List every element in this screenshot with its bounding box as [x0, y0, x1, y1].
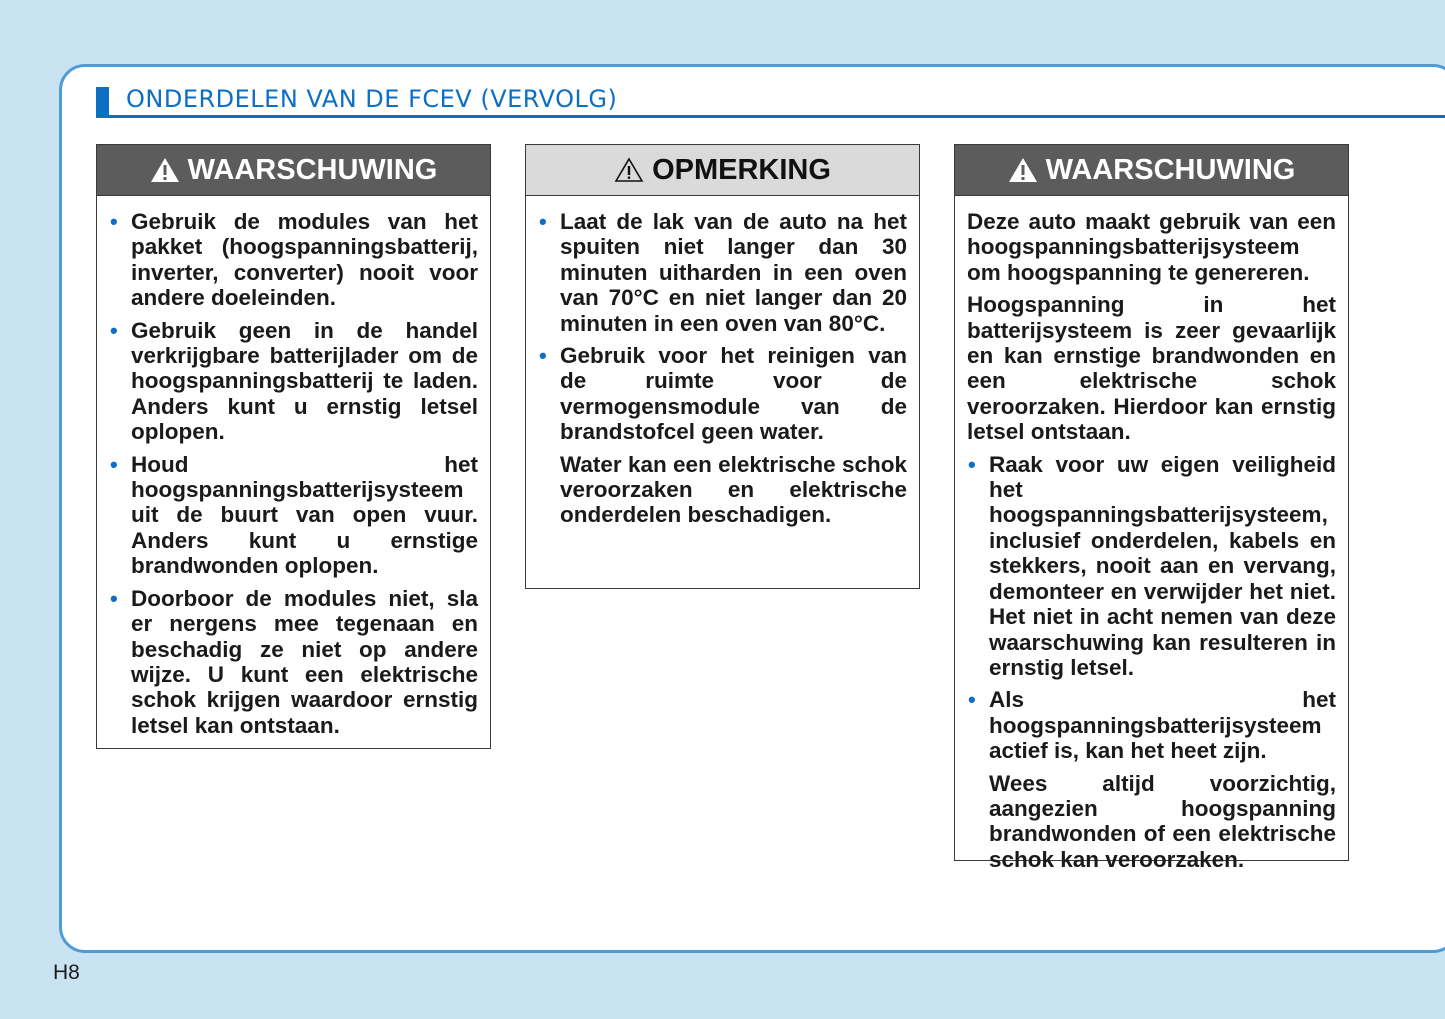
warning-title: WAARSCHUWING [1045, 153, 1296, 186]
notice-box-middle [525, 144, 920, 589]
warning-box-right [954, 144, 1349, 872]
warning-body [955, 196, 1348, 887]
list-item: • Houd het hoogspanningsbatterijsysteem uit de buurt van open vuur. Anders kunt u ernstige brandwonden oplopen. [109, 452, 478, 579]
warning-note: Wees altijd voorzichtig, aangezien hoogspanning brandwonden of een elektrische schok kan veroorzaken. [989, 770, 1336, 872]
list-item: • Laat de lak van de auto na het spuiten niet langer dan 30 minuten uitharden in een oven van 70°C en niet langer dan 20 minuten in een oven van 80°C. [538, 209, 907, 336]
notice-body [526, 196, 919, 543]
warning-title: WAARSCHUWING [187, 153, 438, 186]
notice-list [538, 209, 907, 445]
list-item: • Gebruik de modules van het pakket (hoogspanningsbatterij, inverter, converter) nooit voor andere doeleinden. [109, 209, 478, 311]
section-title: ONDERDELEN VAN DE FCEV (VERVOLG) [126, 85, 618, 113]
notice-header [526, 145, 919, 196]
warning-header [97, 145, 490, 196]
notice-title: OPMERKING [652, 153, 831, 186]
list-item: • Als het hoogspanningsbatterijsysteem actief is, kan het heet zijn. [967, 687, 1336, 763]
warning-intro: Deze auto maakt gebruik van een hoogspanningsbatterijsysteem om hoogspanning te genereren. [967, 209, 1336, 285]
list-item: • Gebruik voor het reinigen van de ruimte voor de vermogensmodule van de brandstofcel geen water. [538, 343, 907, 445]
list-item: • Raak voor uw eigen veiligheid het hoogspanningsbatterijsysteem, inclusief onderdelen, kabels en stekkers, nooit aan en vervang, demonteer en verwijder het niet. Het niet in acht nemen van deze waarschuwing kan resulteren in ernstig letsel. [967, 452, 1336, 681]
notice-note: Water kan een elektrische schok veroorzaken en elektrische onderdelen beschadigen. [560, 451, 907, 528]
warning-triangle-icon [1008, 157, 1038, 183]
caution-triangle-icon [614, 157, 644, 183]
warning-intro-2: Hoogspanning in het batterijsysteem is zeer gevaarlijk en kan ernstige brandwonden en een elektrische schok veroorzaken. Hierdoor kan ernstig letsel ontstaan. [967, 292, 1336, 445]
warning-header [955, 145, 1348, 196]
list-item: • Doorboor de modules niet, sla er nergens mee tegenaan en beschadig ze niet op andere wijze. U kunt een elektrische schok krijgen waardoor ernstig letsel kan ontstaan. [109, 586, 478, 738]
section-marker [96, 87, 109, 118]
warning-triangle-icon [150, 157, 180, 183]
warning-list [967, 452, 1336, 764]
warning-box-left [96, 144, 491, 749]
list-item: • Gebruik geen in de handel verkrijgbare batterijlader om de hoogspanningsbatterij te laden. Anders kunt u ernstig letsel oplopen. [109, 318, 478, 445]
section-rule [96, 115, 1445, 118]
page-number: H8 [53, 961, 80, 984]
warning-body [97, 196, 490, 753]
warning-list [109, 209, 478, 738]
